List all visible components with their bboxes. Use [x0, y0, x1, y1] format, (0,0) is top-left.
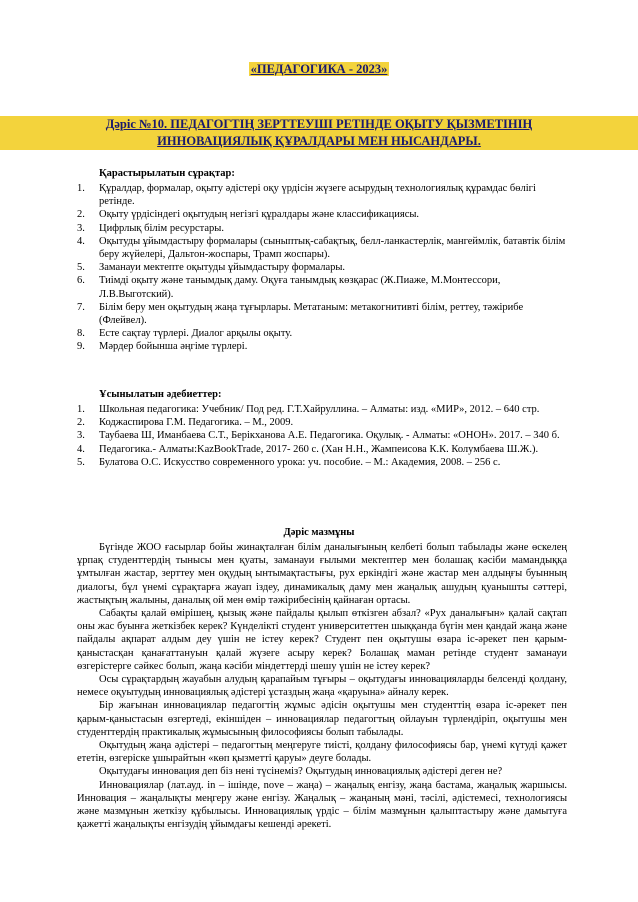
lecture-title: [0, 116, 638, 150]
list-item-text: Цифрлық білім ресурстары.: [99, 222, 224, 234]
list-item-text: Оқытуды ұйымдастыру формалары (сыныптық-сабақтық, белл-ланкастерлік, мангеймлік, батавтік білім беру жүйелері, Дальтон-жоспары, Трамп жоспары).: [99, 235, 566, 261]
content-paragraph: Оқытудағы инновация деп біз нені түсінеміз? Оқытудың инновациялық әдістері деген не?: [99, 766, 503, 778]
list-item-number: 7.: [77, 301, 85, 313]
lecture-title-line-2: [0, 133, 638, 150]
list-item: [77, 235, 567, 261]
list-item-text: Заманауи мектепте оқытуды ұйымдастыру формалары.: [99, 262, 346, 274]
list-item-text: Құралдар, формалар, оқыту әдістері оқу үрдісін жүзеге асырудың технологиялық құрамдас бөлігі ретінде.: [99, 183, 536, 208]
list-item: [77, 403, 567, 416]
list-item: [77, 443, 567, 456]
list-item: [77, 208, 567, 221]
list-item-number: 2.: [77, 209, 85, 221]
list-item: [77, 456, 567, 469]
lecture-title-line-2-text: ИННОВАЦИЯЛЫҚ ҚҰРАЛДАРЫ МЕН НЫСАНДАРЫ.: [157, 134, 481, 148]
list-item-text: Школьная педагогика: Учебник/ Под ред. Г.Т.Хайруллина. – Алматы: изд. «МИР», 2012. – 640 стр.: [99, 404, 540, 415]
list-item: [77, 222, 567, 235]
list-item-text: Есте сақтау түрлері. Диалог арқылы оқыту.: [99, 328, 293, 340]
list-item-text: Педагогика.- Алматы:KazBookTrade, 2017- 260 с. (Хан Н.Н., Жампеисова К.К. Колумбаева Ш.Ж.).: [99, 443, 539, 455]
content-paragraph: Оқытудың жаңа әдістері – педагогтың меңгеруге тиісті, қолдану философиясы бар, үнемі күтуді қажет ететін, өзгеріске ұшырайтын «көп қызметті қаруы» деуге болады.: [77, 740, 567, 765]
list-item: [77, 327, 567, 340]
list-item: [77, 274, 567, 300]
list-item-text: Коджаспирова Г.М. Педагогика. – М., 2009.: [99, 417, 294, 429]
list-item-number: 3.: [77, 222, 85, 234]
literature-heading: Ұсынылатын әдебиеттер:: [99, 389, 222, 400]
list-item-number: 1.: [77, 404, 85, 415]
list-item-number: 4.: [77, 443, 85, 455]
list-item: [77, 340, 567, 353]
content-heading: Дәріс мазмұны: [283, 527, 355, 538]
content-paragraph: Инновациялар (лат.ауд. in – ішінде, nove – жаңа) – жаңалық енгізу, жаңа бастама, жаңалық жаршысы. Инновация – жаңалықты меңгеру және енгізу. Жаңалық – жаңаның мәні, тәсілі, әдістемесі, технологиясы және мазмұнын жеткізу құбылысы. Инновациялық үрдіс – білім мазмұнын қалыптастыру және дамытуға қажетті жаңалықты енгізудің ұйымдағы кешенді әрекеті.: [77, 779, 567, 831]
list-item: [77, 261, 567, 274]
list-item-text: Булатова О.С. Искусство современного урока: уч. пособие. – М.: Академия, 2008. – 256 с.: [99, 456, 501, 468]
list-item: [77, 429, 567, 442]
questions-heading: Қарастырылатын сұрақтар:: [99, 168, 235, 179]
list-item-number: 9.: [77, 341, 85, 353]
content-paragraph: Сабақты қалай өмірішең, қызық және пайдалы қылып өткізген абзал? «Рух даналығын» қалай сақтап оны жас буынға жеткізбек керек? Күнделікті студент университеттен шыққанда бүгін мен қандай жаңа және пайдалы ақпарат алдым деу үшін не істеу керек? Студент пен оқытушы өзара іс-әрекет пен қарым-қаныстасқан қанағаттануын қалай жүзеге асыру керек? Болашақ маман ретінде студент заманауи өзгерістерге сәйкес болып, жаңа кәсіби міндеттерді шешу үшін не істеу керек?: [77, 608, 567, 672]
list-item: [77, 182, 567, 208]
list-item-text: Оқыту үрдісіндегі оқытудың негізгі құралдары және классификациясы.: [99, 209, 420, 221]
list-item-number: 5.: [77, 262, 85, 274]
list-item: [77, 416, 567, 429]
document-title-text: «ПЕДАГОГИКА - 2023»: [250, 62, 388, 76]
lecture-title-line-1: [0, 116, 638, 133]
content-paragraph: Осы сұрақтардың жауабын алудың қарапайым тұғыры – оқытудағы инновацияларды белсенді қолдану, немесе оқуытудың инновациялық әдістері ұстаздың жаңа «қаруына» айналу керек.: [77, 674, 567, 699]
literature-list: [77, 403, 567, 469]
list-item-number: 8.: [77, 328, 85, 340]
lecture-title-line-1-text: Дәріс №10. ПЕДАГОГТІҢ ЗЕРТТЕУШІ РЕТІНДЕ ОҚЫТУ ҚЫЗМЕТІНІҢ: [105, 117, 533, 131]
list-item-number: 5.: [77, 456, 85, 468]
document-title: [0, 62, 638, 77]
questions-list: [77, 182, 567, 354]
list-item-number: 4.: [77, 235, 85, 247]
content-paragraph: Бір жағынан инновациялар педагогтің жұмыс әдісін оқытушы мен студенттің өзара іс-әрекет пен қарым-қаныстасын өзгертеді, екіншіден – инновациялар педагогтың ойлауын түрлендіріп, оқытушы мен студенттердің практикалық жұмысының философиясы болып табылады.: [77, 700, 567, 738]
list-item-number: 6.: [77, 275, 85, 287]
list-item-number: 3.: [77, 430, 85, 442]
list-item-text: Таубаева Ш, Иманбаева С.Т., Берікханова А.Е. Педагогика. Оқулық. - Алматы: «ОНОН». 2017. – 340 б.: [99, 430, 560, 442]
content-body: [77, 541, 567, 831]
list-item-number: 2.: [77, 417, 85, 429]
list-item: [77, 301, 567, 327]
list-item-text: Мәрдер бойынша әңгіме түрлері.: [99, 341, 248, 353]
content-paragraph: Бүгінде ЖОО ғасырлар бойы жинақталған білім даналығының келбеті болып табылады және өскелең ұрпақ студенттердің тынысы мен қуаты, заманауи ғылыми мектептер мен болашақ кәсіби мамандыққа ұмтылған жастар, зерттеу мен оқудың ынтымақтастығы, рух еркіндігі және жастар мен алдыңғы буынның диалогы, бұл үнемі сұрақтарға жауап іздеу, динамикалық даму мен жаңалық ашудың қуанышты сәттері, жастықтың жалыны, даналық ой мен өмір тәжірибесінің қайнаған ортасы.: [77, 542, 567, 606]
list-item-number: 1.: [77, 183, 85, 194]
list-item-text: Тиімді оқыту және танымдық даму. Оқуға танымдық көзқарас (Ж.Пиаже, М.Монтессори, Л.В.Выготский).: [99, 275, 501, 300]
list-item-text: Білім беру мен оқытудың жаңа тұғырлары. Метатаным: метакогнитивті білім, реттеу, тәжірибе (Флейвел).: [99, 301, 524, 327]
